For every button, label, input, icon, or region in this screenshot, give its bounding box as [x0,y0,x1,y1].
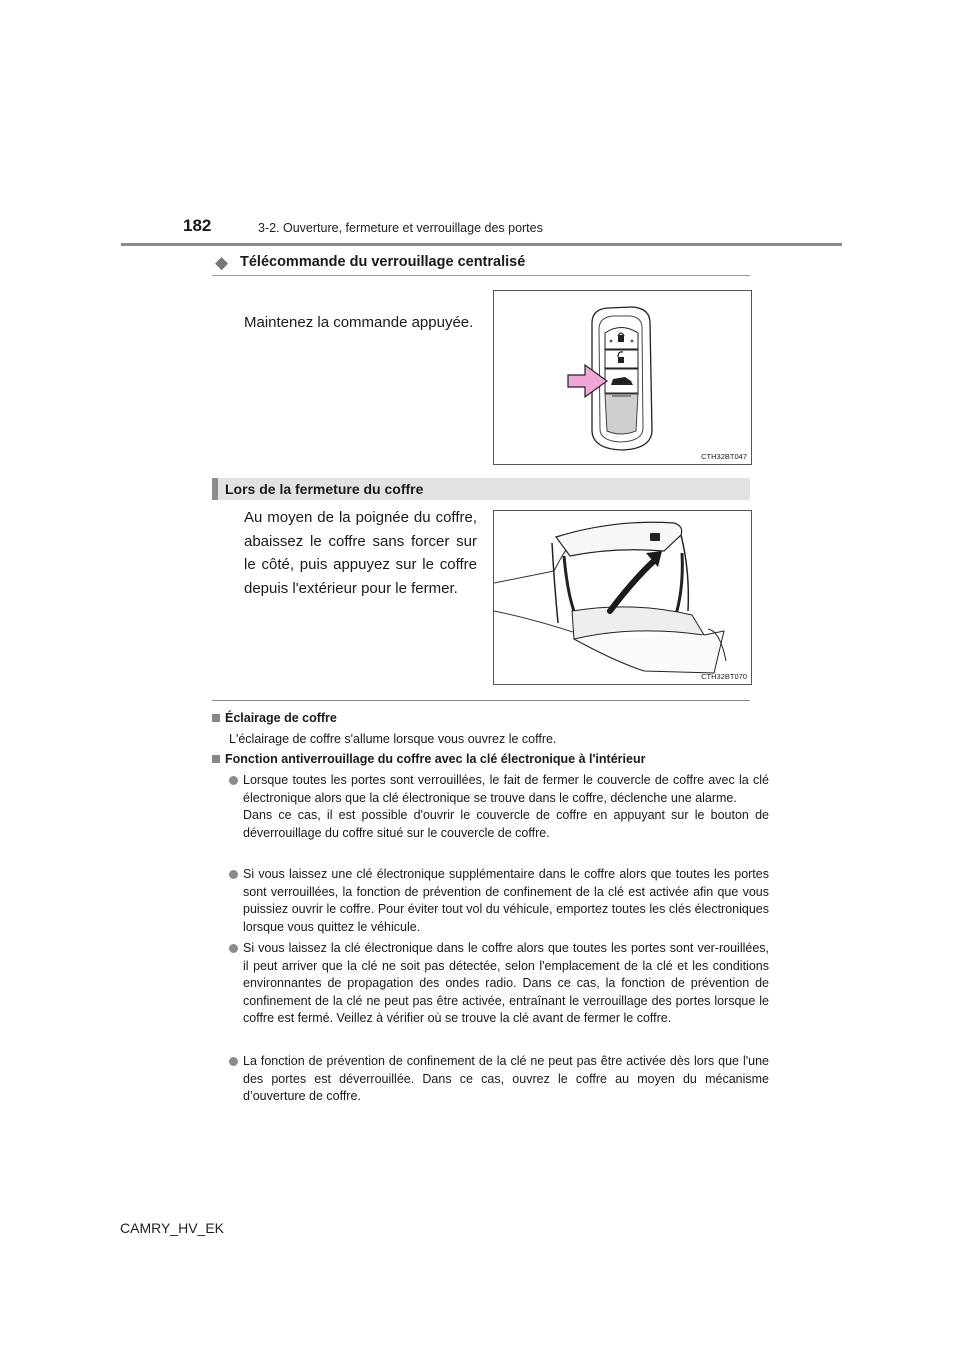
bullet-text: Si vous laissez une clé électronique supplémentaire dans le coffre alors que toutes les portes sont verrouillées, la fonction de prévention de confinement de la clé est activée afin que vous puissiez ouvrir le coffre. Pour éviter tout vol du véhicule, emportez toutes les clés électroniques lorsque vous quittez le véhicule. [243,867,769,934]
note-bullet [243,1053,769,1106]
section-title-remote: Télécommande du verrouillage centralisé [240,254,526,270]
note-title-lighting [212,711,337,725]
note-bullet [243,772,769,842]
bullet-text: La fonction de prévention de confinement de la clé ne peut pas être activée dès lors que l'une des portes est déverrouillée. Dans ce cas, ouvrez le coffre au moyen du mécanisme d’ouverture de coffre. [243,1054,769,1103]
lock-icon [618,335,624,342]
section-rule [212,275,750,276]
note-title-text: Éclairage de coffre [225,711,337,725]
square-bullet-icon [212,714,220,722]
instruction-text: Maintenez la commande appuyée. [244,314,474,331]
trunk-handle-icon [650,533,660,541]
circle-bullet-icon [229,776,238,785]
notes-rule [212,700,750,701]
circle-bullet-icon [229,870,238,879]
square-bullet-icon [212,755,220,763]
section-header-trunk [212,478,750,500]
section-accent [212,478,218,500]
bullet-text: Dans ce cas, il est possible d'ouvrir le couvercle de coffre en appuyant sur le bouton de déverrouillage du coffre situé sur le couvercle de coffre. [243,808,769,840]
figure-electronic-key [493,290,752,465]
circle-bullet-icon [229,1057,238,1066]
header-rule [121,243,842,246]
electronic-key-illustration [494,291,751,464]
note-title-text: Fonction antiverrouillage du coffre avec la clé électronique à l'intérieur [225,752,646,766]
unlock-icon [618,357,624,363]
trunk-illustration [494,511,751,684]
note-bullet [243,940,769,1028]
bullet-text: Lorsque toutes les portes sont verrouillées, le fait de fermer le couvercle de coffre avec la clé électronique alors que la clé électronique se trouve dans le coffre, déclenche une alarme. [243,773,769,805]
note-bullet [243,866,769,936]
bullet-text: Si vous laissez la clé électronique dans le coffre alors que toutes les portes sont ver-rouillées, il peut arriver que la clé ne soit pas détectée, selon l'emplacement de la clé et les conditions environnantes de propagation des ondes radio. Dans ce cas, la fonction de prévention de confinement de la clé ne peut pas être activée, entraînant le verrouillage des portes lorsque le coffre est fermé. Veillez à vérifier où se trouve la clé avant de fermer le coffre. [243,941,769,1025]
trunk-instruction: Au moyen de la poignée du coffre, abaissez le coffre sans forcer sur le côté, puis appuyez sur le coffre depuis l'extérieur pour le fermer. [244,509,477,597]
note-title-antilock [212,752,645,766]
note-text-lighting: L'éclairage de coffre s'allume lorsque vous ouvrez le coffre. [229,732,557,746]
document-code: CAMRY_HV_EK [120,1220,225,1236]
circle-bullet-icon [229,944,238,953]
figure-code: CTH32BT047 [701,452,747,461]
chapter-title: 3-2. Ouverture, fermeture et verrouillage des portes [258,221,543,235]
diamond-icon: ◆ [215,253,229,272]
figure-code: CTH32BT070 [701,672,747,681]
section-title-trunk: Lors de la fermeture du coffre [225,481,424,497]
figure-trunk [493,510,752,685]
page-number: 182 [183,216,212,235]
